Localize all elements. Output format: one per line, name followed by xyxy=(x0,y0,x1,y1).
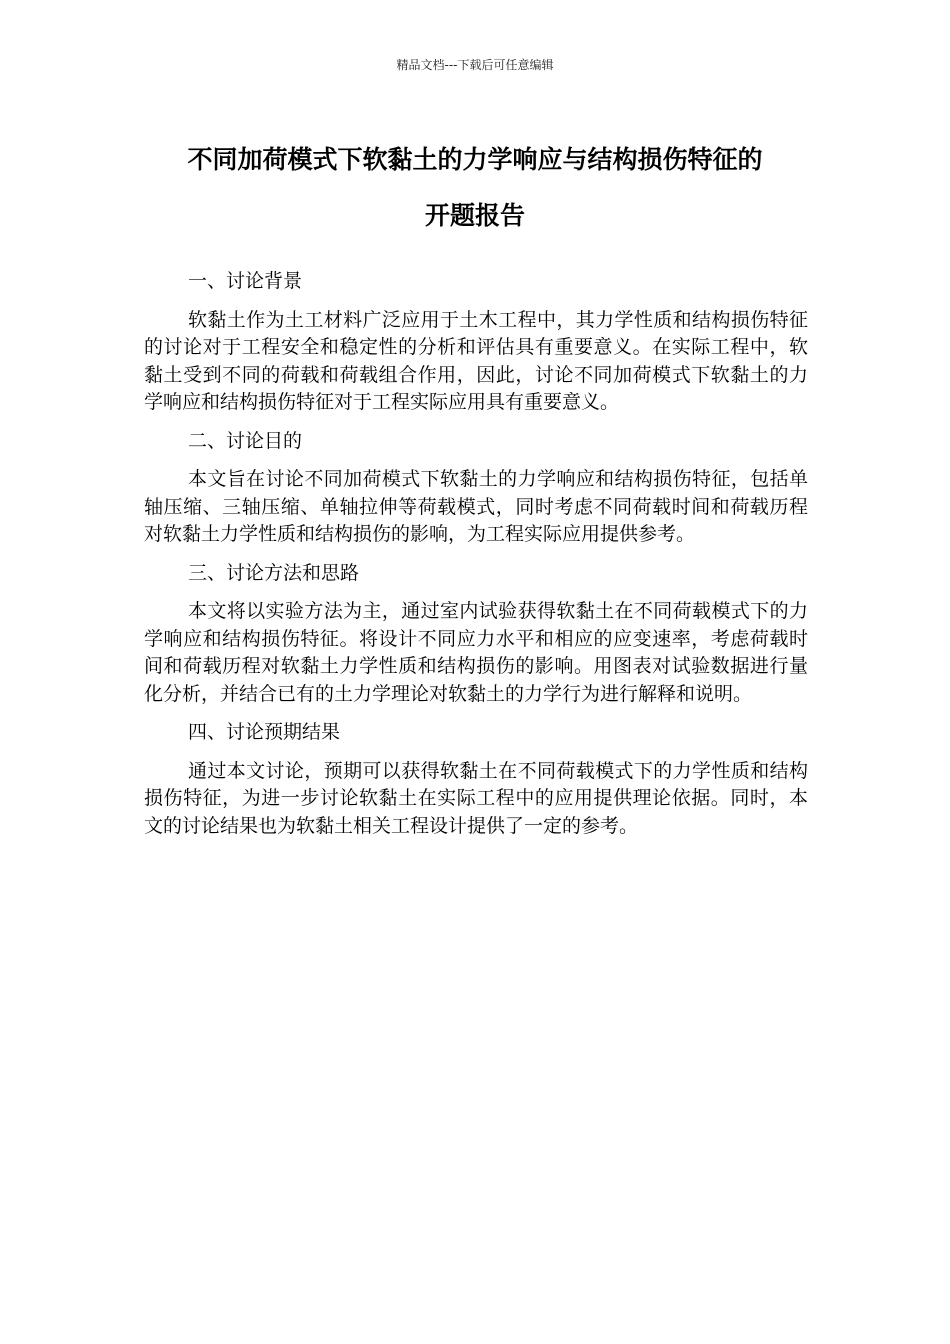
document-body xyxy=(144,268,808,851)
section-heading-expected-results: 四、讨论预期结果 xyxy=(188,721,341,743)
section-paragraph-background: 软黏土作为土工材料广泛应用于土木工程中，其力学性质和结构损伤特征的讨论对于工程安全和稳定性的分析和评估具有重要意义。在实际工程中，软黏土受到不同的荷载和荷载组合作用，因此，讨论不同加荷模式下软黏土的力学响应和结构损伤特征对于工程实际应用具有重要意义。 xyxy=(144,308,808,413)
section-paragraph-purpose: 本文旨在讨论不同加荷模式下软黏土的力学响应和结构损伤特征，包括单轴压缩、三轴压缩、单轴拉伸等荷载模式，同时考虑不同荷载时间和荷载历程对软黏土力学性质和结构损伤的影响，为工程实际应用提供参考。 xyxy=(144,468,808,545)
page-header: 精品文档---下载后可任意编辑 xyxy=(396,58,554,72)
document-title xyxy=(140,132,810,244)
section-heading-background: 一、讨论背景 xyxy=(188,270,303,292)
section-paragraph-method: 本文将以实验方法为主，通过室内试验获得软黏土在不同荷载模式下的力学响应和结构损伤特征。将设计不同应力水平和相应的应变速率，考虑荷载时间和荷载历程对软黏土力学性质和结构损伤的影响。用图表对试验数据进行量化分析，并结合已有的土力学理论对软黏土的力学行为进行解释和说明。 xyxy=(144,600,808,705)
section-heading-purpose: 二、讨论目的 xyxy=(188,429,303,452)
section-paragraph-expected-results: 通过本文讨论，预期可以获得软黏土在不同荷载模式下的力学性质和结构损伤特征，为进一步讨论软黏土在实际工程中的应用提供理论依据。同时，本文的讨论结果也为软黏土相关工程设计提供了一定的参考。 xyxy=(144,759,808,837)
title-line-1: 不同加荷模式下软黏土的力学响应与结构损伤特征的 xyxy=(187,145,763,174)
title-line-2: 开题报告 xyxy=(424,201,525,230)
section-heading-method: 三、讨论方法和思路 xyxy=(188,561,360,584)
